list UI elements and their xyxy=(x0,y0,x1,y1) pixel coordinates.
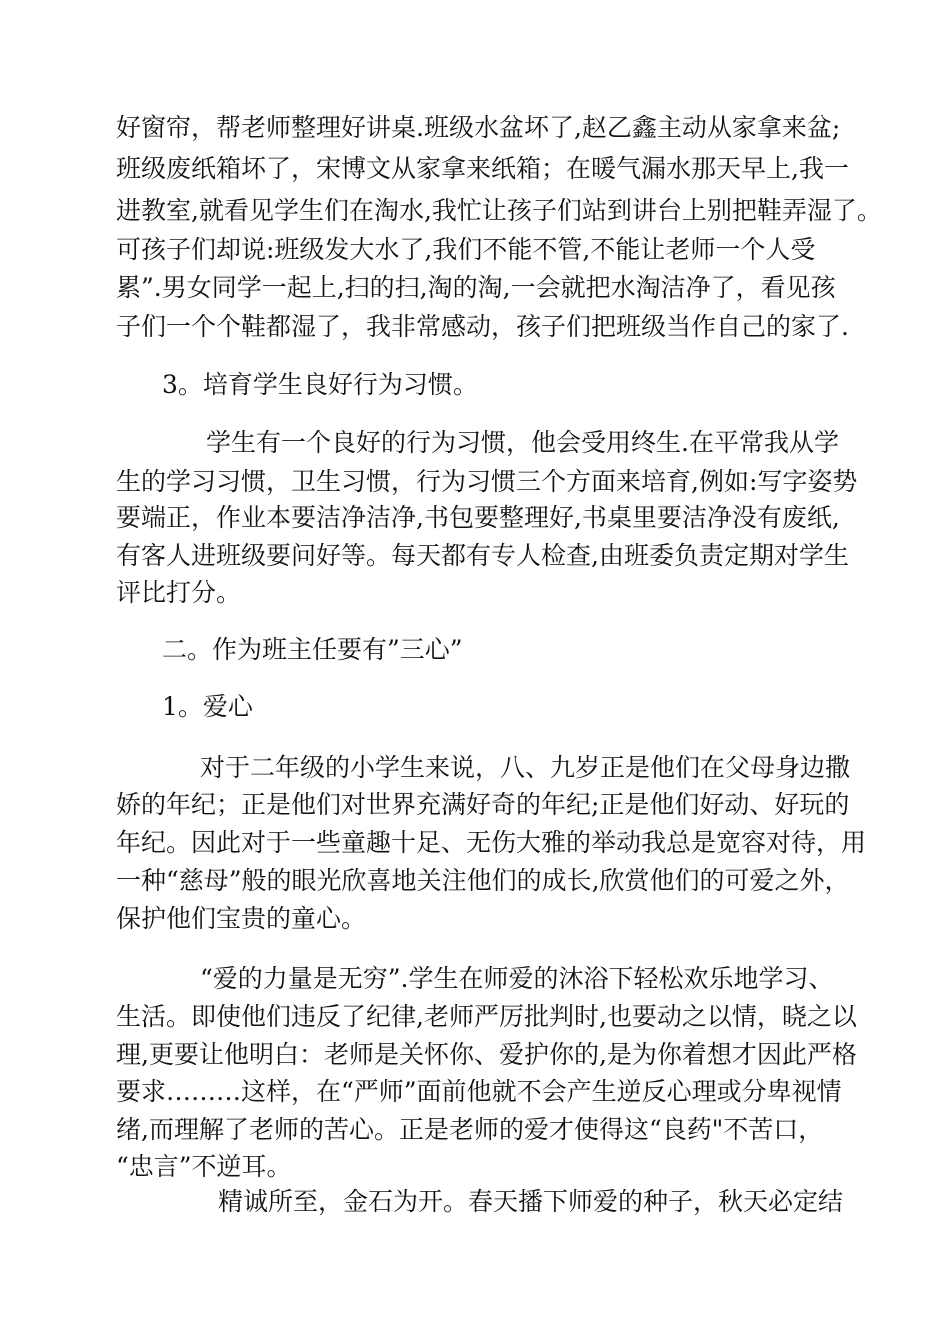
text-line-4: 可孩子们却说:班级发大水了,我们不能不管,不能让老师一个人受 xyxy=(116,235,816,264)
text-line-10: 要端正，作业本要洁净洁净,书包要整理好,书桌里要洁净没有废纸, xyxy=(116,503,840,532)
text-line-25: “忠言”不逆耳。 xyxy=(116,1152,292,1181)
text-line-19: 保护他们宝贵的童心。 xyxy=(116,904,367,933)
text-line-20: “爱的力量是无穷”.学生在师爱的沐浴下轻松欢乐地学习、 xyxy=(200,964,834,993)
text-line-2: 班级废纸箱坏了，宋博文从家拿来纸箱；在暖气漏水那天早上,我一 xyxy=(116,154,849,183)
text-line-23: 要求………这样，在“严师”面前他就不会产生逆反心理或分卑视情 xyxy=(116,1077,842,1106)
text-line-21: 生活。即使他们违反了纪律,老师严厉批判时,也要动之以情，晓之以 xyxy=(116,1002,857,1031)
subheading-love: 1。爱心 xyxy=(162,692,253,721)
section-heading-three-hearts: 二。作为班主任要有”三心” xyxy=(162,635,463,664)
text-line-5: 累”.男女同学一起上,扫的扫,淘的淘,一会就把水淘洁净了，看见孩 xyxy=(116,273,836,302)
text-line-17: 年纪。因此对于一些童趣十足、无伤大雅的举动我总是宽容对待，用 xyxy=(116,828,867,857)
text-line-16: 娇的年纪；正是他们对世界充满好奇的年纪;正是他们好动、好玩的 xyxy=(116,790,850,819)
text-line-8: 学生有一个良好的行为习惯，他会受用终生.在平常我从学 xyxy=(206,428,839,457)
text-line-15: 对于二年级的小学生来说，八、九岁正是他们在父母身边撒 xyxy=(200,753,851,782)
text-line-26: 精诚所至，金石为开。春天播下师爱的种子，秋天必定结 xyxy=(218,1187,844,1216)
text-line-11: 有客人进班级要问好等。每天都有专人检查,由班委负责定期对学生 xyxy=(116,541,849,570)
text-line-9: 生的学习习惯，卫生习惯，行为习惯三个方面来培育,例如:写字姿势 xyxy=(116,467,858,496)
text-line-1: 好窗帘，帮老师整理好讲桌.班级水盆坏了,赵乙鑫主动从家拿来盆; xyxy=(116,113,841,142)
text-line-12: 评比打分。 xyxy=(116,578,242,607)
text-line-22: 理,更要让他明白：老师是关怀你、爱护你的,是为你着想才因此严格 xyxy=(116,1040,857,1069)
text-line-3: 进教室,就看见学生们在淘水,我忙让孩子们站到讲台上别把鞋弄湿了。 xyxy=(116,196,882,225)
text-line-6: 子们一个个鞋都湿了，我非常感动，孩子们把班级当作自己的家了. xyxy=(116,312,849,341)
text-line-18: 一种“慈母”般的眼光欣喜地关注他们的成长,欣赏他们的可爱之外， xyxy=(116,866,850,895)
text-line-24: 绪,而理解了老师的苦心。正是老师的爱才使得这“良药"不苦口， xyxy=(116,1115,824,1144)
section-heading-habits: 3。培育学生良好行为习惯。 xyxy=(162,370,478,399)
